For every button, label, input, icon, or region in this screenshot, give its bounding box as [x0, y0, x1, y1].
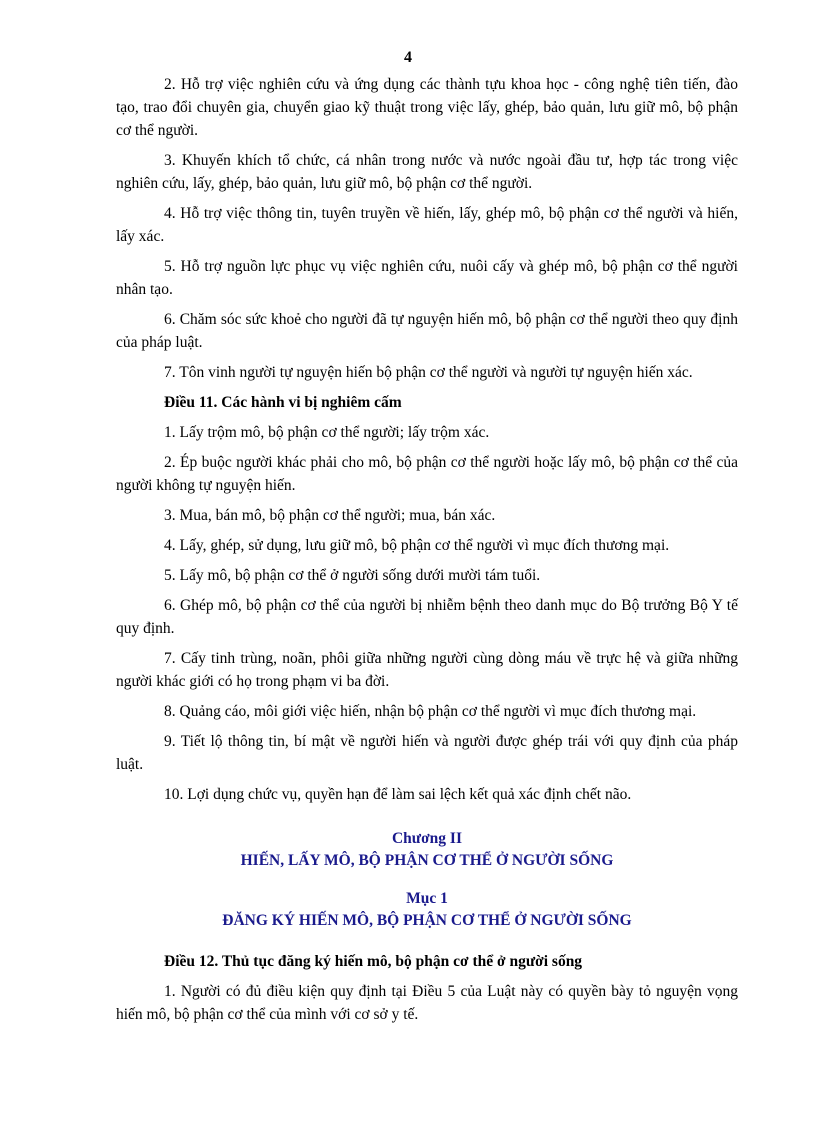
- paragraph: 2. Hỗ trợ việc nghiên cứu và ứng dụng các thành tựu khoa học - công nghệ tiên tiến, đào tạo, trao đổi chuyên gia, chuyển giao kỹ thuật trong việc lấy, ghép, bảo quản, lưu giữ mô, bộ phận cơ thể người.: [116, 76, 738, 139]
- article-11-item: 9. Tiết lộ thông tin, bí mật về người hiến và người được ghép trái với quy định của pháp luật.: [116, 733, 738, 773]
- paragraph: 4. Hỗ trợ việc thông tin, tuyên truyền về hiến, lấy, ghép mô, bộ phận cơ thể người và hiến, lấy xác.: [116, 205, 738, 245]
- article-11-item: 1. Lấy trộm mô, bộ phận cơ thể người; lấy trộm xác.: [164, 424, 490, 441]
- section-title: ĐĂNG KÝ HIẾN MÔ, BỘ PHẬN CƠ THỂ Ở NGƯỜI SỐNG: [222, 912, 632, 929]
- article-11-item: 10. Lợi dụng chức vụ, quyền hạn để làm sai lệch kết quả xác định chết não.: [164, 786, 632, 803]
- section-label: Mục 1: [406, 890, 448, 907]
- article-11-item: 5. Lấy mô, bộ phận cơ thể ở người sống dưới mười tám tuổi.: [164, 567, 541, 584]
- article-11-item: 8. Quảng cáo, môi giới việc hiến, nhận bộ phận cơ thể người vì mục đích thương mại.: [164, 703, 697, 720]
- paragraph: 5. Hỗ trợ nguồn lực phục vụ việc nghiên cứu, nuôi cấy và ghép mô, bộ phận cơ thể người nhân tạo.: [116, 258, 738, 298]
- chapter-heading: [116, 828, 738, 872]
- article-11-title: Điều 11. Các hành vi bị nghiêm cấm: [164, 394, 402, 411]
- page-number: 4: [404, 49, 412, 66]
- article-11-item: 6. Ghép mô, bộ phận cơ thể của người bị nhiễm bệnh theo danh mục do Bộ trưởng Bộ Y tế quy định.: [116, 597, 738, 637]
- document-body: [116, 73, 738, 1033]
- article-12-item: 1. Người có đủ điều kiện quy định tại Điều 5 của Luật này có quyền bày tỏ nguyện vọng hiến mô, bộ phận cơ thể của mình với cơ sở y tế.: [116, 983, 738, 1023]
- paragraph: 7. Tôn vinh người tự nguyện hiến bộ phận cơ thể người và người tự nguyện hiến xác.: [164, 364, 693, 381]
- article-11-item: 4. Lấy, ghép, sử dụng, lưu giữ mô, bộ phận cơ thể người vì mục đích thương mại.: [164, 537, 670, 554]
- paragraph: 3. Khuyến khích tổ chức, cá nhân trong nước và nước ngoài đầu tư, hợp tác trong việc nghiên cứu, lấy, ghép, bảo quản, lưu giữ mô, bộ phận cơ thể người.: [116, 152, 738, 192]
- article-12-title: Điều 12. Thủ tục đăng ký hiến mô, bộ phận cơ thể ở người sống: [164, 953, 583, 970]
- paragraph: 6. Chăm sóc sức khoẻ cho người đã tự nguyện hiến mô, bộ phận cơ thể người theo quy định của pháp luật.: [116, 311, 738, 351]
- chapter-label: Chương II: [391, 830, 462, 847]
- article-11-item: 3. Mua, bán mô, bộ phận cơ thể người; mua, bán xác.: [164, 507, 496, 524]
- article-11-item: 2. Ép buộc người khác phải cho mô, bộ phận cơ thể người hoặc lấy mô, bộ phận cơ thể của người không tự nguyện hiến.: [116, 454, 738, 494]
- chapter-title: HIẾN, LẤY MÔ, BỘ PHẬN CƠ THỂ Ở NGƯỜI SỐNG: [240, 852, 614, 869]
- article-11-item: 7. Cấy tinh trùng, noãn, phôi giữa những người cùng dòng máu về trực hệ và giữa những người khác giới có họ trong phạm vi ba đời.: [116, 650, 738, 690]
- section-heading: [116, 888, 738, 932]
